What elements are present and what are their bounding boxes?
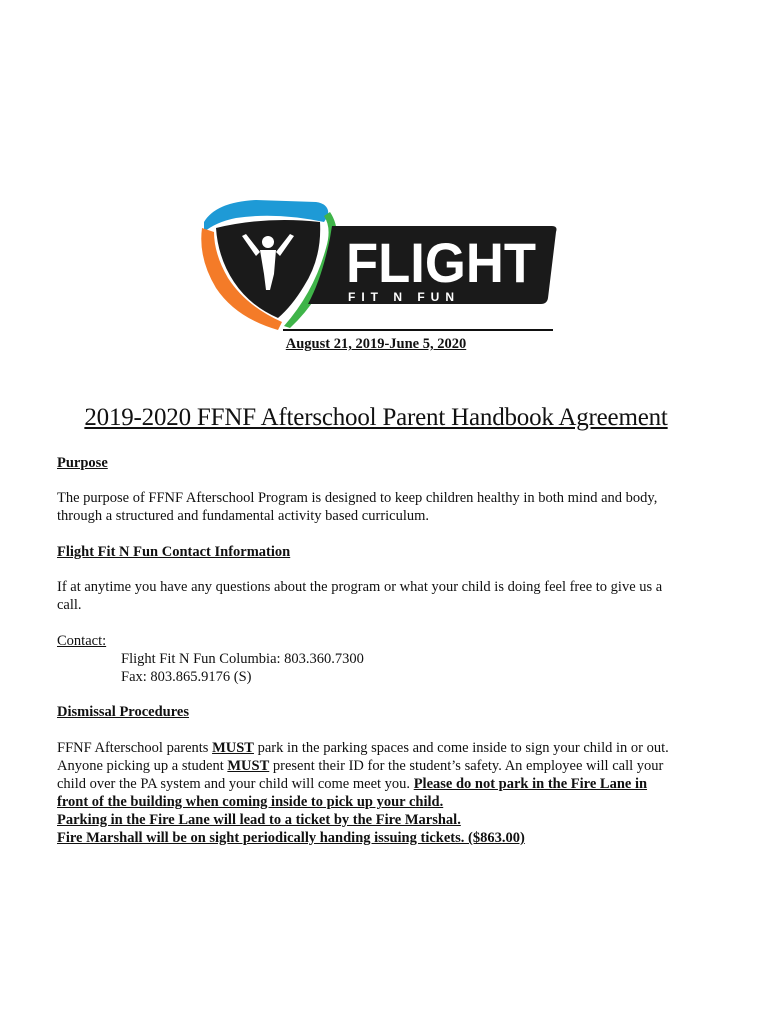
dismissal-heading: Dismissal Procedures: [57, 704, 189, 720]
contact-phone: Flight Fit N Fun Columbia: 803.360.7300: [121, 651, 364, 667]
contact-line-1: If at anytime you have any questions about the program or what your child is doing feel free to give us a: [57, 579, 663, 595]
purpose-line-2: through a structured and fundamental activity based curriculum.: [57, 508, 430, 524]
must-emphasis: MUST: [227, 758, 270, 774]
dismissal-line-5: Parking in the Fire Lane will lead to a ticket by the Fire Marshal.: [57, 812, 461, 828]
purpose-line-1: The purpose of FFNF Afterschool Program is designed to keep children healthy in both mind and body,: [57, 490, 658, 506]
page-title: 2019-2020 FFNF Afterschool Parent Handbook Agreement: [84, 404, 668, 431]
contact-label: Contact:: [57, 633, 107, 649]
dismissal-line-2: Anyone picking up a student MUST present their ID for the student’s safety. An employee will call your: [57, 758, 664, 774]
program-dates: August 21, 2019-June 5, 2020: [285, 336, 467, 352]
contact-heading: Flight Fit N Fun Contact Information: [57, 544, 291, 560]
contact-line-2: call.: [57, 597, 82, 613]
dismissal-line-3: child over the PA system and your child will come meet you. Please do not park in the Fire Lane in: [57, 776, 648, 792]
logo-brand: FLIGHT: [346, 231, 536, 294]
fire-lane-warning: Please do not park in the Fire Lane in: [413, 776, 648, 792]
dismissal-line-1: FFNF Afterschool parents MUST park in the parking spaces and come inside to sign your child in or out.: [57, 740, 669, 756]
header-rule: [283, 329, 553, 331]
flight-logo: [196, 198, 558, 334]
dismissal-line-6: Fire Marshall will be on sight periodically handing issuing tickets. ($863.00): [57, 830, 525, 846]
must-emphasis: MUST: [212, 740, 254, 756]
dismissal-line-4: front of the building when coming inside to pick up your child.: [57, 794, 444, 810]
logo-tagline: FIT N FUN: [348, 290, 460, 304]
purpose-heading: Purpose: [57, 455, 108, 471]
contact-fax: Fax: 803.865.9176 (S): [121, 669, 252, 685]
